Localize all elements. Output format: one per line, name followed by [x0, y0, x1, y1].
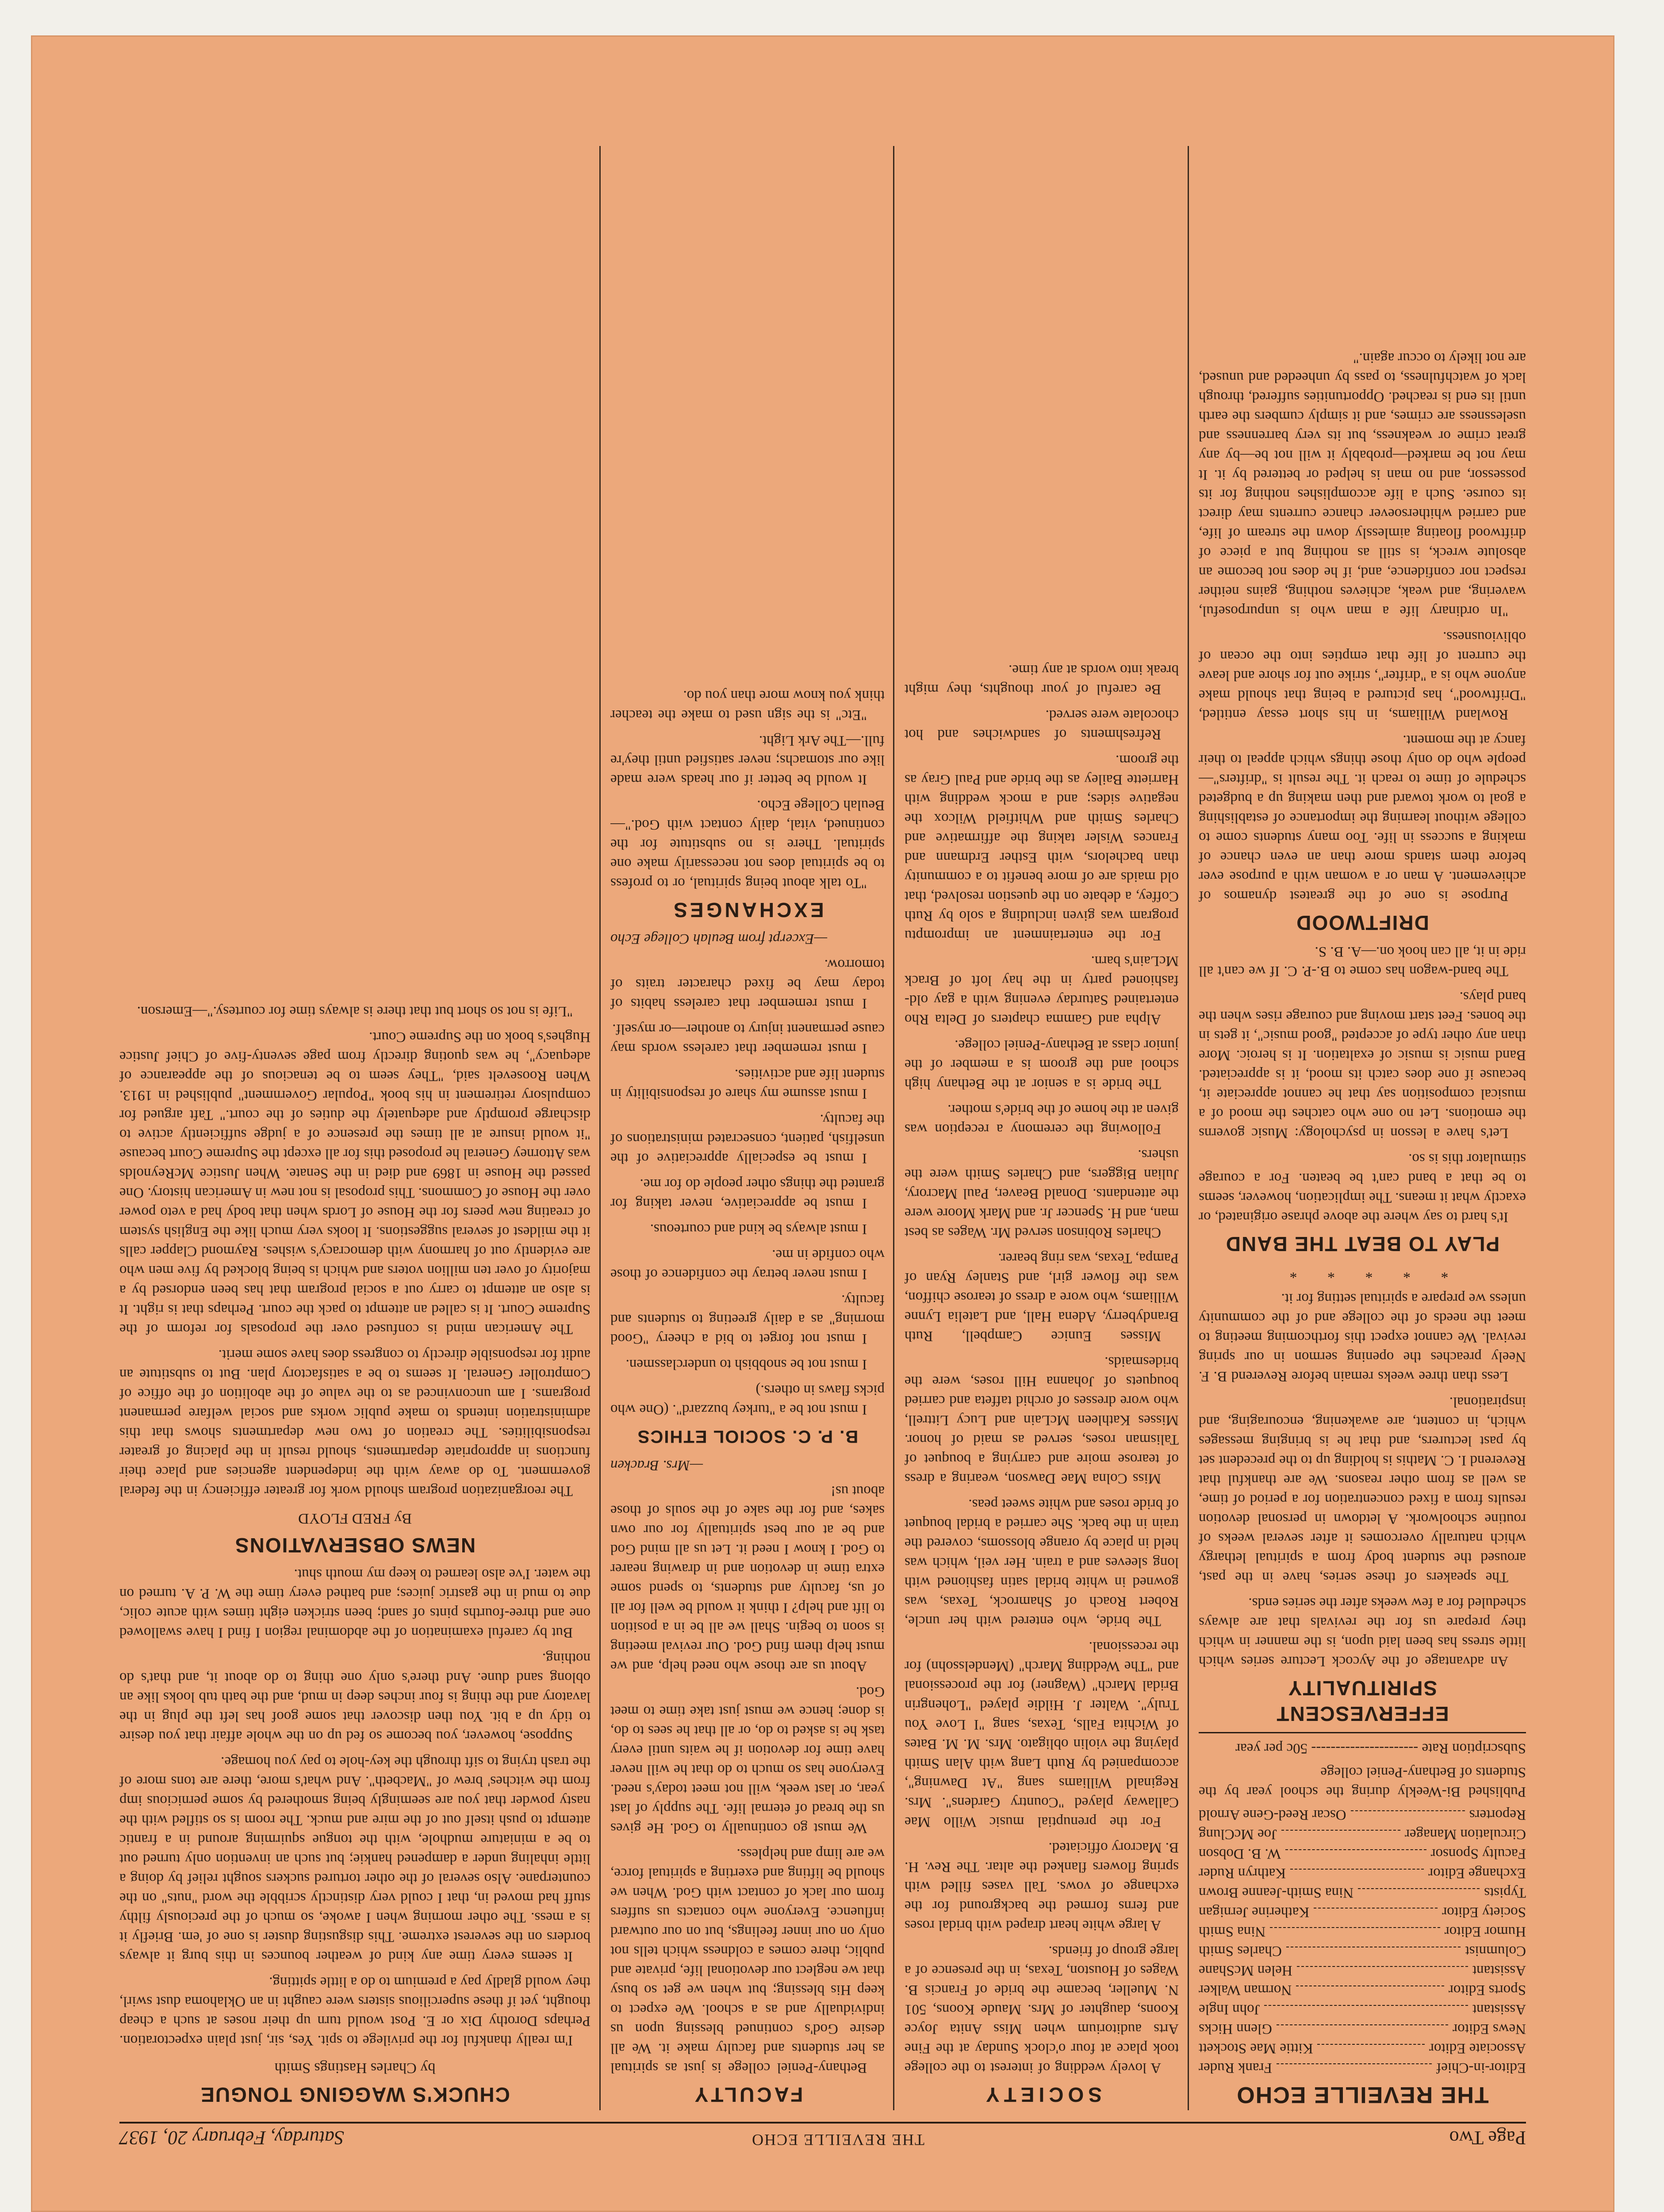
leader-dashes [1277, 2063, 1432, 2078]
staff-name: Kathryn Ruder [1199, 1865, 1286, 1881]
paragraph: Charles Robinson served Mr. Wages as best man, and H. Spencer Jr. and Mark Moore were the attendants. Donald Beaver, Paul Macrory, Julian Biggers, and Charles Smith were the ushers. [905, 1147, 1179, 1240]
staff-row [1199, 1961, 1526, 1980]
leader-dashes [1270, 1927, 1440, 1941]
leader-dashes [1297, 1966, 1468, 1980]
page-header [119, 2122, 1526, 2154]
staff-name: Frank Ruder [1199, 2060, 1272, 2076]
paragraph: The band-wagon has come to B.-P. C. If we can't all ride in it, all can hook on.—A. B. S. [1199, 944, 1526, 979]
chucks-title: CHUCK'S WAGGING TONGUE [200, 2083, 510, 2106]
staff-name: Helen McShane [1199, 1962, 1292, 1978]
column-rule [1188, 146, 1189, 2110]
staff-list [1199, 1805, 1526, 2078]
news-byline: By FRED FLOYD [298, 1510, 412, 1527]
paragraph: Let's have a lesson in psychology: Music governs the emotions. Let no one who catches the mood of a musical composition say that he cannot appreciate it, because if one does catch its mood, it is appreciated. Band music is music of exaltation. It is heroic. More than any other type of accepted "good music", it gets in the bones. Feet start moving and courage rises when the band plays. [1199, 989, 1526, 1141]
faculty-body [610, 1481, 885, 2078]
staff-row [1199, 1922, 1526, 1941]
staff-role: Circulation Manager [1405, 1826, 1526, 1842]
paragraph: I must remember that careless words may cause permanent injury to another—or myself. [610, 1021, 885, 1056]
paragraph: An advantage of the Aycock Lecture series which little stress has been laid upon, is the manner in which they prepare us for the revivals that are always scheduled for a few weeks after the series ends. [1199, 1595, 1526, 1669]
paragraph: Refreshments of sandwiches and hot chocolate were served. [905, 707, 1179, 742]
paragraph: Following the ceremony a reception was given at the home of the bride's mother. [905, 1102, 1179, 1137]
leader-dashes [1296, 1985, 1444, 2000]
staff-row [1199, 1941, 1526, 1961]
exchanges-body [610, 686, 885, 893]
effervescent-title: EFFERVESCENT SPIRITUALITY [1276, 1677, 1449, 1725]
driftwood-title: DRIFTWOOD [1296, 911, 1429, 934]
staff-role: Reporters [1469, 1807, 1526, 1823]
staff-role: Typists [1484, 1885, 1526, 1901]
staff-row [1199, 1902, 1526, 1922]
publisher-note: Published Bi-Weekly during the school year by the Students of Bethany-Peniel college [1199, 1764, 1526, 1800]
column-commentary [119, 146, 590, 2110]
staff-role: Faculty Sponsor [1430, 1846, 1526, 1862]
paragraph: Rowland Williams, in his short essay entitled, "Driftwood", has pictured a being that should make anyone who is a "drifter", strike out for shore and leave the current of life that empties into the ocean of obliviousness. [1199, 629, 1526, 722]
issue-date: Saturday, February 20, 1937 [119, 2127, 344, 2149]
paragraph: For the entertainment an impromptu program was given including a solo by Ruth Coffey, a debate on the question resolved, that old maids are of more benefit to a community than bachelors, with Esther Erdmann and Frances Wisler taking the affirmative and Charles Smith and Whitfield Wilcox the negative sides; and a mock wedding with Harriette Bailey as the bride and Paul Gray as the groom. [905, 752, 1179, 943]
staff-role: Editor-in-Chief [1436, 2060, 1526, 2076]
paragraph: A large white heart draped with bridal roses and ferns formed the background for the exchange of vows. Tall vases filled with spring flowers flanked the altar. The Rev. H. B. Macrory officiated. [905, 1839, 1179, 1933]
running-title: THE REVEILLE ECHO [751, 2131, 924, 2149]
paragraph: It would be better if our heads were made like our stomachs; never satisfied until they're full.—The Ark Light. [610, 733, 885, 787]
staff-name: Norman Walker [1199, 1982, 1292, 1998]
leader-dashes [1285, 1849, 1426, 1863]
paragraph: I must assume my share of responsibility in student life and activities. [610, 1066, 885, 1102]
faculty-title: FACULTY [692, 2083, 803, 2106]
staff-name: Charles Smith [1199, 1943, 1282, 1959]
paragraph: I'm really thankful for the privilege to spit. Yes, sir, just plain expectoration. Perhaps Dorothy Dix or E. Post would turn up their noses at such a cheap thought, yet if these supercilious sisters were caught in an Oklahoma dust swirl, they would gladly pay a premium to do a little spitting. [119, 1974, 590, 2048]
paragraph: I must not be snobbish to underclassmen. [625, 1356, 867, 1372]
chucks-body [119, 1564, 590, 2050]
staff-name: Nina Smith-Jeanne Brown [1199, 1885, 1354, 1901]
staff-role: Assistant [1472, 2001, 1526, 2017]
paragraph: Miss Colna Mae Dawson, wearing a dress of tearose moire and carrying a bouquet of Talisman roses, served as maid of honor. Misses Kathleen McLain and Lucy Littrell, who wore dresses of orchid taffeta and carried bouquets of Johanna Hill roses, were the bridesmaids. [905, 1354, 1179, 1486]
paragraph: Alpha and Gamma chapters of Delta Rho entertained Saturday evening with a gay old-fashioned party in the hay loft of Brack McLain's barn. [905, 953, 1179, 1027]
society-body [905, 660, 1179, 2078]
staff-row [1199, 1883, 1526, 1902]
paragraph: We must go continually to God. He gives us the bread of eternal life. The supply of last year, or last week, will not meet today's need. Everyone has so much to do that he will never have time for devotion if he waits until every task he is asked to do, or all that he sees to do, is done; hence we must just take time to meet God. [610, 1684, 885, 1836]
paragraph: "In ordinary life a man who is unpurposeful, wavering, and weak, achieves nothing, gains neither respect nor confidence, and, if he does not become an absolute wreck, is still as nothing but a piece of driftwood floating aimlessly down the stream of life, and carried whithersoever chance currents may direct its course. Such a life accomplishes nothing for its possessor, and no man is helped or bettered by it. It may not be marked—probably it will not be—by any great crime or weakness, but its very barrenness and uselessness are crimes, and it simply cumbers the earth until its end is reached. Opportunities suffered, through lack of watchfulness, to pass by unheeded and unused, are not likely to occur again." [1199, 350, 1526, 619]
inverted-page-content [31, 35, 1614, 2212]
stars-divider: * * * * * [1276, 1265, 1449, 1281]
staff-role: News Editor [1453, 2021, 1526, 2037]
paragraph: "To talk about being spiritual, or to profess to be spiritual does not necessarily make one spiritual. There is no substitute for the continued, vital, daily contact with God."—Beulah College Echo. [610, 797, 885, 891]
newspaper-page [31, 35, 1614, 2212]
paragraph: The bride, who entered with her uncle, Robert Roach of Shamrock, Texas, was gowned in white bridal satin fashioned with long sleeves and a train. Her veil, which was held in place by orange blossoms, covered the train in the back. She carried a bridal bouquet of bride roses and white sweet peas. [905, 1496, 1179, 1629]
staff-role: Humor Editor [1444, 1924, 1526, 1939]
paragraph: The bride is a senior at the Bethany high school and the groom is a member of the junior class at Bethany-Peniel college. [905, 1037, 1179, 1092]
staff-role: Society Editor [1442, 1904, 1526, 1920]
leader-dashes [1314, 1908, 1438, 1922]
paragraph: Be careful of your thoughts, they might break into words at any time. [905, 662, 1179, 697]
staff-role: Exchange Editor [1428, 1865, 1526, 1881]
news-body [119, 1002, 590, 1501]
leader-dashes [1281, 1830, 1400, 1844]
column-faculty [610, 146, 885, 2110]
paragraph: It's hard to say where the above phrase originated, or exactly what it means. The implication, however, seems to be that a band can't be beaten. For a courage stimulator this is so. [1199, 1151, 1526, 1225]
subscription-rate: Subscription Rate ---------------------- 50c per year [1235, 1740, 1526, 1756]
leader-dashes [1264, 2005, 1468, 2019]
staff-name: Joe McClung [1199, 1826, 1277, 1842]
page-number: Page Two [1449, 2127, 1526, 2149]
staff-row [1199, 2019, 1526, 2039]
staff-name: Oscar Reed-Gene Arnold [1199, 1807, 1346, 1823]
paragraph: "Life is not so short but that there is always time for courtesy."—Emerson. [137, 1003, 573, 1019]
paragraph: It seems every time any kind of weather bounces in this burg it always borders on the severest extreme. This disgusting duster is one of 'em. Briefly it is a mess. The other morning when I awoke, so much of the preciously filthy stuff had moved in, that I could very distinctly scribble the word "nuts" on the counterpane. Also several of the other tortured suckers sought relief by doing a little inhaling under a dampened hankie; but such an invention only turned out to be a miniature mudhole, with the tongue squirming around in a frantic attempt to push itself out of the mire and muck. The room is so stifled with the nasty powder that you are seemingly being smothered by some pernicious imp from the witches' brew of "Macbeth". And what's more, there are tons more of the trash trying to sift through the key-hole to pay you homage. [119, 1754, 590, 1964]
driftwood-body [1199, 348, 1526, 906]
play-title: PLAY TO BEAT THE BAND [1225, 1233, 1500, 1256]
staff-row [1199, 1844, 1526, 1863]
paragraph: For the prenuptial music Willo Mae Callaway played "Country Gardens". Mrs. Reginald Williams sang "At Dawning", accompanied by Ruth Lang with Alan Smith playing the violin obligato. Mrs. M. M. Bates of Wichita Falls, Texas, sang "I Love You Truly". Walter J. Hildie played "Lohengrin Bridal March" (Wagner) for the processional and "The Wedding March" (Mendelssohn) for the recessional. [905, 1639, 1179, 1830]
paragraph: I must be especially appreciative of the unselfish, patient, consecrated ministrations of the faculty. [610, 1111, 885, 1166]
staff-name: Katherine Jernigan [1199, 1904, 1310, 1920]
staff-name: Kittie Mae Stockett [1199, 2040, 1313, 2056]
staff-name: Glenn Hicks [1199, 2021, 1272, 2037]
staff-role: Assistant [1472, 1962, 1526, 1978]
paragraph: Bethany-Peniel college is just as spiritual as her students and faculty make it. We all desire God's continued blessing upon us individually and as a school. We expect to keep His blessing; but when we get so busy that we neglect our devotional life, private and public, there comes a coldness which tells not only on our inner feelings, but on our outward influence. Everyone who contacts us suffers from our lack of contact with God. When we should be lifting and exerting a spiritual force, we are limp and helpless. [610, 1846, 885, 2076]
society-title: SOCIETY [982, 2083, 1102, 2106]
paragraph: Purpose is one of the greatest dynamos of achievement. A man or a woman with a purpose ever before them stands more than an even chance of making a success in life. Too many students come to college without learning the importance of establishing a goal to work toward and then making up a budgeted schedule of time to reach it. The result is "drifters"—people who do only those things which appeal to their fancy at the moment. [1199, 732, 1526, 904]
leader-dashes [1317, 2044, 1425, 2058]
paragraph: The American mind is confused over the proposals for reform of the Supreme Court. It is called an attempt to pack the court. Perhaps that is right. It is also an attempt to carry out a social program that has been endorsed by a majority of over ten million voters and which is being blocked by five men who are evidently out of harmony with democracy's wishes. Raymond Clapper calls it the mildest of several suggestions. It looks very much like the English system of creating new peers for the House of Lords when that body had a veto power over the House of Commons. This proposal is not new in American history. One passed the House in 1869 and died in the Senate. When Justice McReynolds was Attorney General he proposed this for all except the Supreme Court because "it would insure at all times the presence of a judge sufficiently active to discharge promptly and adequately the duties of the court." Taft argued for compulsory retirement in his book "Popular Government" published in 1913. When Roosevelt said, "They seem to be tenacious of the appearance of adequacy", he was quoting directly from page seventy-five of Chief Justice Hughes's book on the Supreme Court. [119, 1029, 590, 1337]
paragraph: A lovely wedding of interest to the college took place at four o'clock Sunday at the Fine Arts auditorium when Miss Anita Joyce Koons, daughter of Mrs. Maude Koons, 501 N. Mueller, became the bride of Francis B. Wages of Houston, Texas, in the presence of a large group of friends. [905, 1943, 1179, 2076]
staff-role: Columnist [1465, 1943, 1526, 1959]
paragraph: But by careful examination of the abdominal region I find I have swallowed one and three-fourths pints of sand; been stricken eight times with acute colic, due to mud in the gastric juices; and bathed every time the W. P. A. turned on the water. I've also learned to keep my mouth shut. [119, 1566, 590, 1640]
staff-role: Sports Editor [1448, 1982, 1526, 1998]
effervescent-body [1199, 1289, 1526, 1671]
staff-row [1199, 1980, 1526, 2000]
paragraph: I must not forget to bid a cheery "Good morning" as a daily greeting to students and faculty. [610, 1292, 885, 1347]
leader-dashes [1286, 1947, 1461, 1961]
masthead-title: THE REVEILLE ECHO [1236, 2082, 1489, 2108]
news-title: NEWS OBSERVATIONS [234, 1534, 476, 1557]
chucks-byline: by Charles Hastings Smith [274, 2060, 436, 2076]
staff-name: W. B. Dobson [1199, 1846, 1281, 1862]
play-body [1199, 942, 1526, 1227]
faculty-attribution: —Mrs. Bracken [610, 1457, 703, 1473]
leader-dashes [1290, 1869, 1424, 1883]
staff-row [1199, 1805, 1526, 1824]
staff-row [1199, 1863, 1526, 1883]
staff-row [1199, 2058, 1526, 2078]
ethics-attribution: —Excerpt from Beulah College Echo [610, 931, 827, 947]
paragraph: The reorganization program should work for greater efficiency in the federal government. To do away with the independent agencies and place their functions in appropriate departments, should result in the placing of greater responsibilities. The creation of two new departments shows that this administration intends to make public works and social welfare permanent programs. I am unconvinced as to the value of the abolition of the office of Comptroller General. It seems to be a satisfactory plan. But to substitute an audit for responsible directly to congress does have some merit. [119, 1347, 590, 1499]
staff-row [1199, 2039, 1526, 2058]
staff-role: Associate Editor [1429, 2040, 1526, 2056]
staff-row [1199, 1824, 1526, 1844]
paragraph: Misses Eunice Campbell, Ruth Brandyberry, Adena Hall, and Latelia Lynne Williams, who wore a dress of tearose chiffon, was the flower girl, and Stanley Ryan of Pampa, Texas, was ring bearer. [905, 1250, 1179, 1344]
column-rule [599, 146, 601, 2110]
paragraph: I must remember that careless habits of today may be fixed character traits of tomorrow. [610, 956, 885, 1011]
paragraph: The speakers of these series, have in the past, aroused the student body from a spiritual lethargy which naturally overcomes it after several weeks of routine schoolwork. A letdown in personal devotion results from a fixed concentration for a period of time, as well as from other reasons. We are thankful that Reverend I. C. Mathis is holding up to the precedent set by past lecturers, and that he is bringing messages which, in content, are awakening, encouraging, and inspirational. [1199, 1394, 1526, 1585]
ethics-title: B. P. C. SOCIOL ETHICS [636, 1427, 859, 1446]
paragraph: About us are those who need help, and we must help them find God. Our revival meeting is soon to begin. Shall we all be in a position to lift and help? I think it would be well for all of us, faculty and students, to spend some extra time in devotion and in drawing nearer to God. I know I need it. Let us all mind God and be at our best spiritually for our own sakes, and for the sake of the souls of those about us! [610, 1483, 885, 1674]
column-society [905, 146, 1179, 2110]
column-rule [893, 146, 894, 2110]
staff-name: John Ingle [1199, 2001, 1260, 2017]
paragraph: I must always be kind and courteous. [650, 1221, 867, 1237]
leader-dashes [1277, 2024, 1448, 2039]
exchanges-title: EXCHANGES [671, 899, 824, 922]
staff-name: Nina Smith [1199, 1924, 1266, 1939]
paragraph: Less than three weeks remain before Reverend B. F. Neely preaches the opening sermon in our spring revival. We cannot expect this forthcoming meeting to meet the needs of the college and of the community unless we prepare a spiritual setting for it. [1199, 1290, 1526, 1384]
paragraph: I must never betray the confidence of those who confide in me. [610, 1247, 885, 1282]
leader-dashes [1358, 1888, 1480, 1902]
leader-dashes [1351, 1810, 1465, 1824]
paragraph: I must be appreciative, never taking for granted the things other people do for me. [610, 1176, 885, 1211]
paragraph: I must not be a "turkey buzzard". (One who picks flaws in others.) [610, 1382, 885, 1417]
staff-row [1199, 2000, 1526, 2019]
ethics-body [610, 955, 885, 1419]
paragraph: "Etc" is the sign used to make the teacher think you know more than you do. [610, 687, 885, 723]
column-editorial [1199, 146, 1526, 2110]
paragraph: Suppose, however, you become so fed up on the whole affair that you desire to tidy up a bit. You then discover that some goof has left the plug in the lavatory and the thing is four inches deep in mud, and the bath tub looks like an oblong sand dune. And there's only one thing to do about it, and that's do nothing. [119, 1650, 590, 1744]
